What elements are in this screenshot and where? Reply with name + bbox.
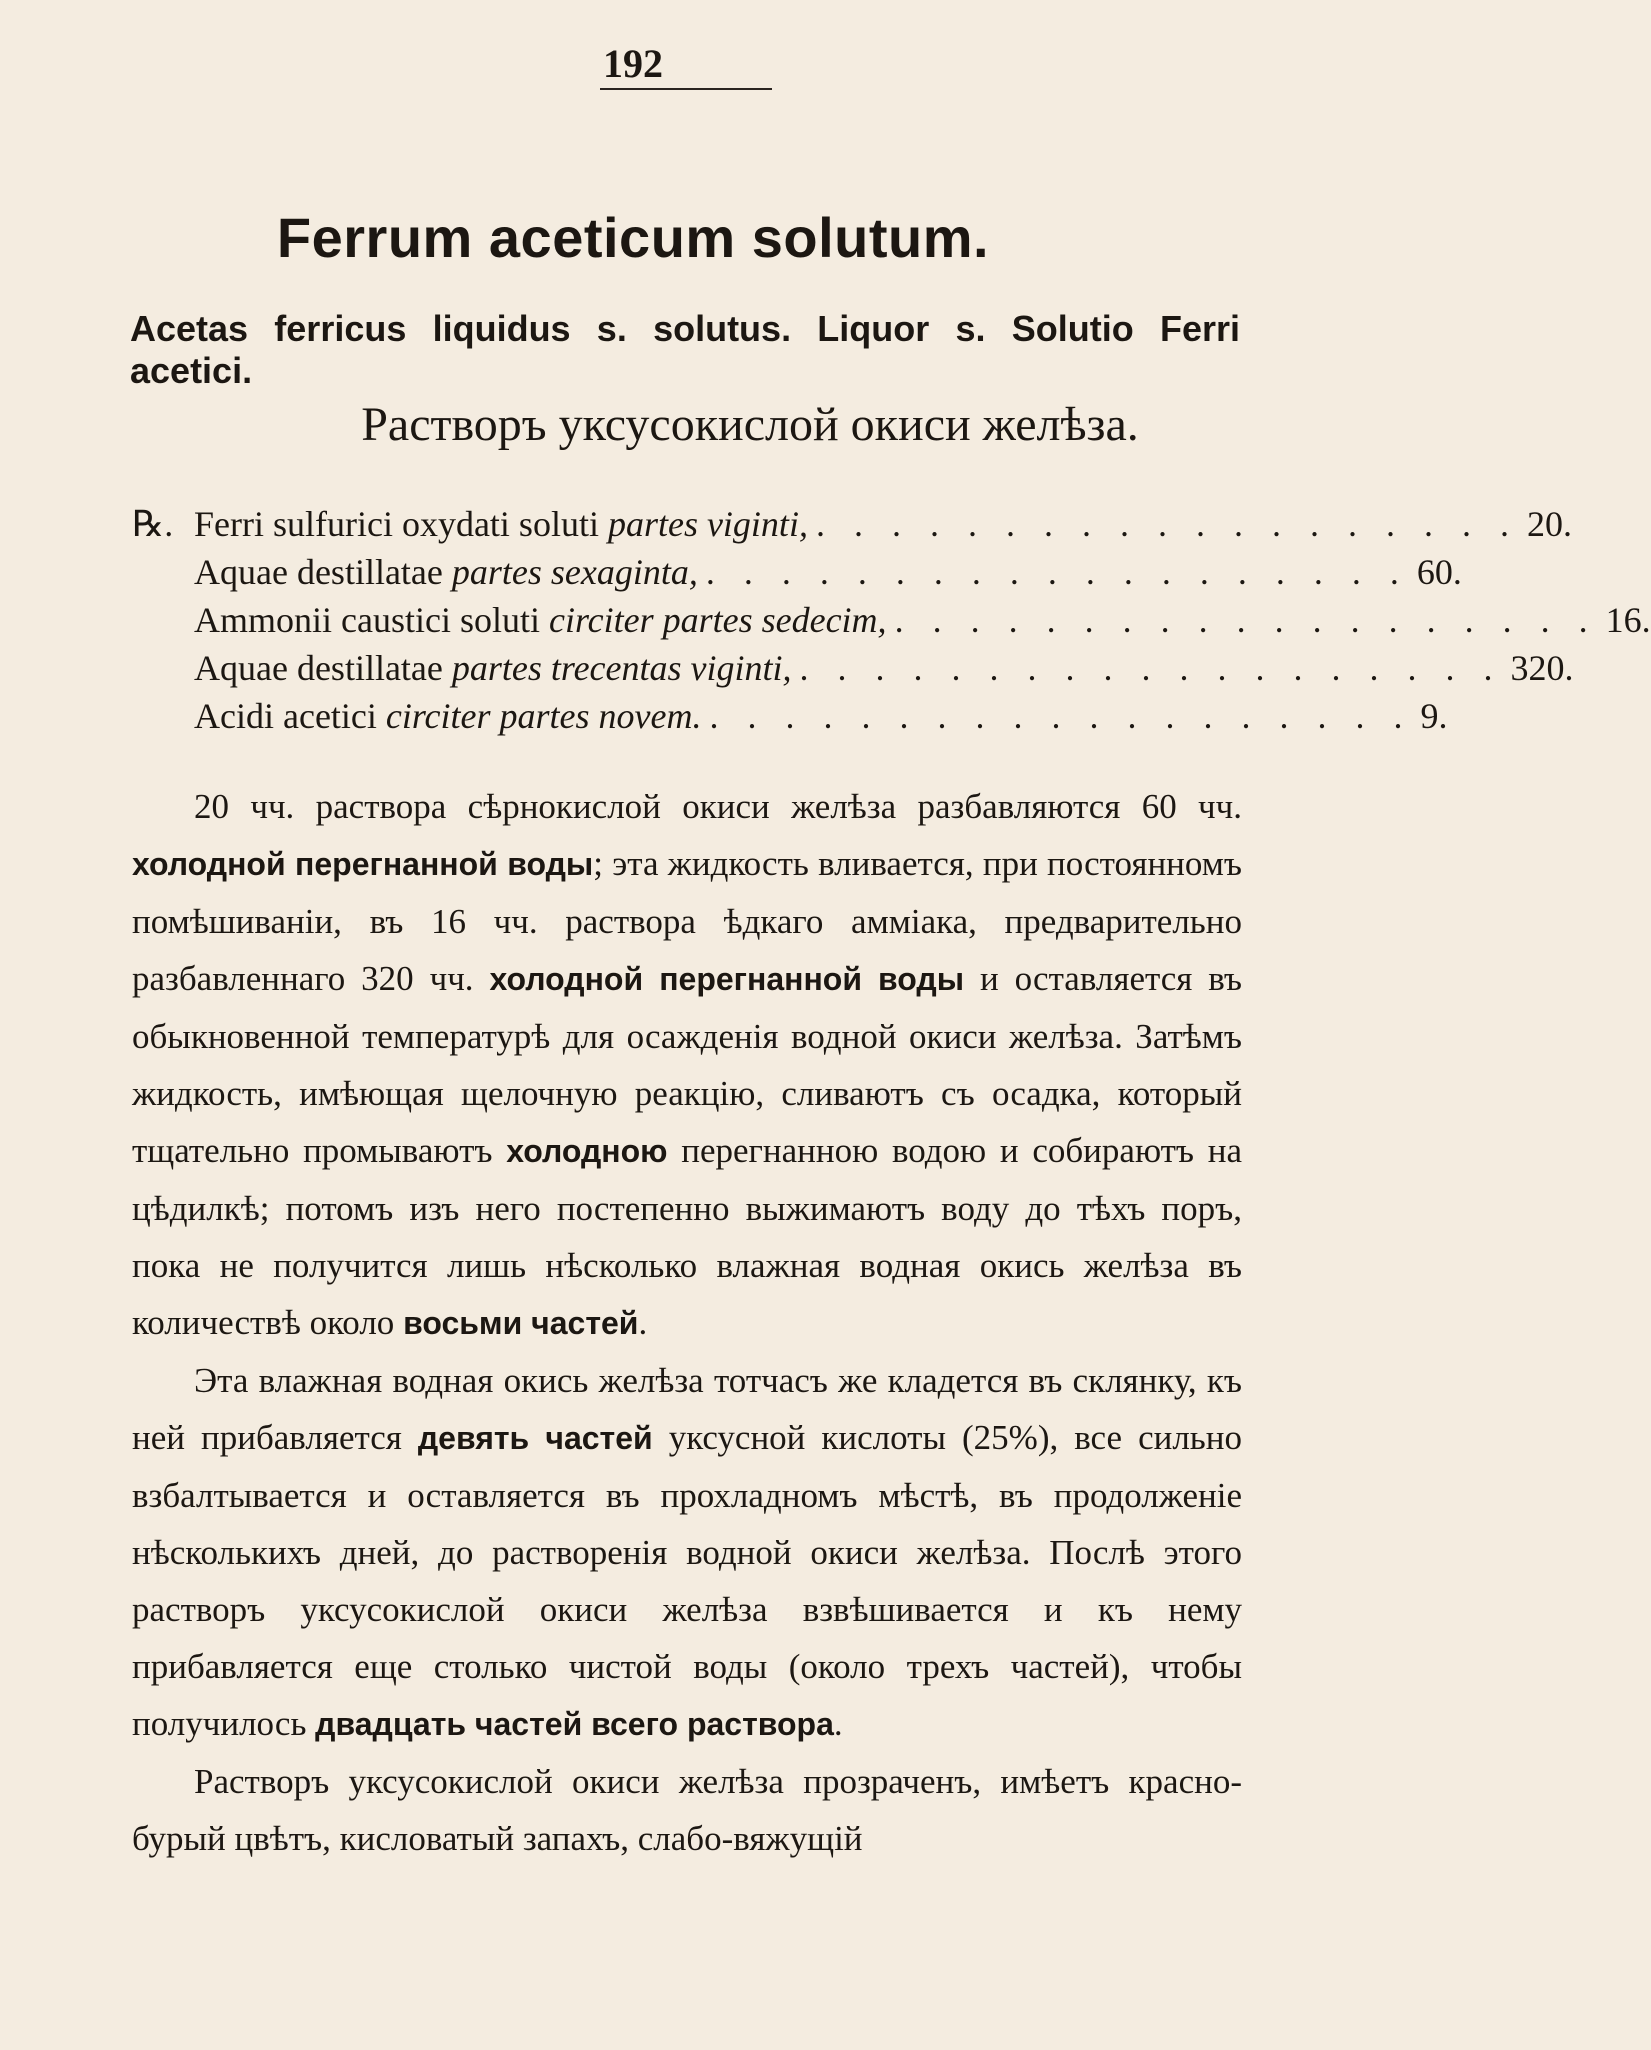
- recipe-line: [132, 500, 1572, 548]
- page-number: 192: [603, 41, 663, 86]
- paragraph: [132, 1753, 1242, 1867]
- ingredient-name: Ammonii caustici soluti: [194, 600, 549, 640]
- bold-phrase: девять частей: [417, 1420, 653, 1456]
- ingredient-amount: partes viginti,: [607, 504, 808, 544]
- text-run: Эта влажная водная окись желѣза тотчасъ же кладется въ склянку, къ ней прибавляется: [132, 1361, 1242, 1457]
- bold-phrase: холодной перегнанной воды: [489, 961, 965, 997]
- text-run: 20 чч. раствора сѣрнокислой окиси желѣза разбавляются 60 чч.: [194, 787, 1242, 826]
- text-run: ; эта жидкость вливается, при постоянномъ помѣшиваніи, въ 16 чч. раствора ѣдкаго амміака, предварительно разбавленнаго 320 чч.: [132, 844, 1242, 998]
- leader-dots: . . . . . . . . . . . . . . . . . . .: [799, 648, 1503, 688]
- bold-phrase: холодною: [506, 1133, 668, 1169]
- ingredient-name: Aquae destillatae: [194, 552, 452, 592]
- body-text: [132, 778, 1242, 1867]
- text-run: .: [638, 1303, 648, 1342]
- text-run: уксусной кислоты (25%), все сильно взбалтывается и оставляется въ прохладномъ мѣстѣ, въ продолженіе нѣсколькихъ дней, до растворенія водной окиси желѣза. Послѣ этого растворъ уксусокислой окиси желѣза взвѣшивается и къ нему прибавляется еще столько чистой воды (около трехъ частей), чтобы получилось: [132, 1418, 1242, 1743]
- ingredient-quantity: 9.: [1420, 696, 1448, 736]
- leader-dots: . . . . . . . . . . . . . . . . . . .: [709, 696, 1413, 736]
- leader-dots: . . . . . . . . . . . . . . . . . . .: [815, 504, 1519, 544]
- monograph-title: Ferrum aceticum solutum.: [276, 206, 990, 269]
- text-run: перегнанною водою и собираютъ на цѣдилкѣ; потомъ изъ него постепенно выжимаютъ воду до тѣхъ поръ, пока не получится лишь нѣсколько влажная водная окись желѣза въ количествѣ около: [132, 1131, 1242, 1342]
- ingredient-name: Acidi acetici: [194, 696, 386, 736]
- ingredient-amount: partes sexaginta,: [451, 552, 698, 592]
- text-run: и оставляется въ обыкновенной температурѣ для осажденія водной окиси желѣза. Затѣмъ жидкость, имѣющая щелочную реакцію, сливаютъ съ осадка, который тщательно промываютъ: [132, 959, 1243, 1170]
- ingredient-quantity: 20.: [1526, 504, 1572, 544]
- bold-phrase: холодной перегнанной воды: [132, 846, 594, 882]
- recipe-block: [132, 500, 1651, 740]
- ingredient-quantity: 60.: [1416, 552, 1462, 592]
- ingredient-amount: partes trecentas viginti,: [451, 648, 792, 688]
- bold-phrase: восьми частей: [403, 1305, 639, 1341]
- header-rule: [600, 88, 772, 90]
- ingredient-quantity: 320.: [1510, 648, 1574, 688]
- ingredient-name: Aquae destillatae: [194, 648, 452, 688]
- ingredient-amount: circiter partes novem.: [385, 696, 702, 736]
- recipe-symbol: ℞.: [132, 504, 174, 544]
- latin-synonyms: Acetas ferricus liquidus s. solutus. Liquor s. Solutio Ferri acetici.: [130, 308, 1240, 391]
- paragraph: [132, 778, 1242, 1352]
- ingredient-name: Ferri sulfurici oxydati soluti: [194, 504, 608, 544]
- bold-phrase: двадцать частей всего раствора: [315, 1706, 834, 1742]
- leader-dots: . . . . . . . . . . . . . . . . . . .: [894, 600, 1598, 640]
- recipe-line: [132, 596, 1651, 644]
- ingredient-quantity: 16.: [1605, 600, 1651, 640]
- text-run: .: [833, 1704, 843, 1743]
- recipe-line: [132, 644, 1574, 692]
- russian-title: Растворъ уксусокислой окиси желѣза.: [361, 398, 1139, 451]
- text-run: Растворъ уксусокислой окиси желѣза прозраченъ, имѣетъ красно-бурый цвѣтъ, кисловатый запахъ, слабо-вяжущій: [132, 1762, 1242, 1858]
- recipe-line: [132, 548, 1462, 596]
- recipe-line: [132, 692, 1448, 740]
- leader-dots: . . . . . . . . . . . . . . . . . . .: [705, 552, 1409, 592]
- paragraph: [132, 1352, 1242, 1753]
- ingredient-amount: circiter partes sedecim,: [548, 600, 887, 640]
